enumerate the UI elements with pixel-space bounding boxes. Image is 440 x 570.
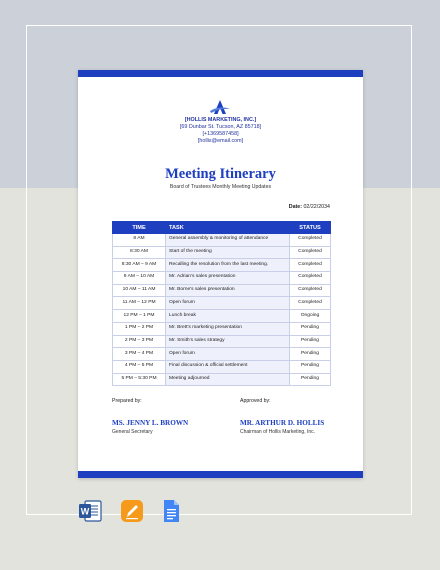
row-time: 8:30 AM – 9 AM [113, 259, 166, 272]
row-task: Mr. Borne's sales presentation [166, 284, 290, 297]
row-status: Pending [290, 373, 331, 386]
row-time: 3 PM – 4 PM [113, 348, 166, 361]
company-name: [HOLLIS MARKETING, INC.] [184, 117, 257, 123]
top-accent-band [78, 70, 363, 77]
table-row [113, 297, 331, 310]
row-task: Mr. Smith's sales strategy [166, 335, 290, 348]
header-status: STATUS [290, 222, 331, 234]
row-status: Completed [290, 234, 331, 247]
row-task: General assembly & monitoring of attendance [166, 234, 290, 247]
row-task: Lunch break [166, 310, 290, 323]
company-address: [69 Dunbar St. Tucson, AZ 85718] [179, 124, 262, 130]
row-status: Pending [290, 348, 331, 361]
company-email: [hollis@email.com] [197, 138, 244, 144]
row-time: 10 AM – 11 AM [113, 284, 166, 297]
approved-by-label: Approved by: [240, 398, 271, 404]
bottom-accent-band [78, 471, 363, 478]
row-status: Ongoing [290, 310, 331, 323]
company-phone: [+1369587458] [202, 131, 239, 137]
row-status: Completed [290, 259, 331, 272]
itinerary-table [112, 221, 331, 386]
table-row [113, 310, 331, 323]
approver-role: Chairman of Hollis Marketing, Inc. [240, 429, 316, 435]
header-time: TIME [113, 222, 166, 234]
prepared-by-label: Prepared by: [112, 398, 142, 404]
google-docs-icon[interactable] [159, 499, 183, 523]
document-subtitle: Board of Trustees Monthly Meeting Updates [169, 184, 272, 190]
table-row [113, 348, 331, 361]
row-task: Recalling the resolution from the last meeting. [166, 259, 290, 272]
row-status: Completed [290, 246, 331, 259]
table-row [113, 373, 331, 386]
row-task: Mr. Adrian's sales presentation [166, 272, 290, 285]
table-row [113, 259, 331, 272]
row-time: 9 AM – 10 AM [113, 272, 166, 285]
row-status: Pending [290, 360, 331, 373]
document-date [289, 204, 330, 210]
document-title: Meeting Itinerary [165, 166, 276, 182]
table-row [113, 360, 331, 373]
table-row [113, 234, 331, 247]
table-row [113, 322, 331, 335]
table-row [113, 335, 331, 348]
table-row [113, 284, 331, 297]
word-icon[interactable] [78, 499, 102, 523]
header-task: TASK [166, 222, 290, 234]
date-label: Date: [288, 204, 302, 210]
row-status: Completed [290, 272, 331, 285]
row-task: Final discussion & official settlement [166, 360, 290, 373]
table-row [113, 246, 331, 259]
svg-text:W: W [80, 506, 90, 517]
row-time: 8:30 AM [113, 246, 166, 259]
row-time: 4 PM – 5 PM [113, 360, 166, 373]
row-task: Open forum [166, 348, 290, 361]
row-task: Open forum [166, 297, 290, 310]
table-header-row [113, 222, 331, 234]
table-row [113, 272, 331, 285]
row-time: 12 PM – 1 PM [113, 310, 166, 323]
row-status: Pending [290, 322, 331, 335]
row-task: Mr. Brett's marketing presentation [166, 322, 290, 335]
preparer-role: General Secretary [112, 429, 153, 435]
date-value: 02/22/2034 [303, 204, 330, 210]
document-page [78, 70, 363, 478]
row-time: 2 PM – 3 PM [113, 335, 166, 348]
row-time: 11 AM – 12 PM [113, 297, 166, 310]
pages-icon[interactable] [120, 499, 144, 523]
row-task: Start of the meeting [166, 246, 290, 259]
preparer-name: MS. JENNY L. BROWN [112, 419, 189, 427]
approver-name: MR. ARTHUR D. HOLLIS [240, 419, 325, 427]
row-time: 5 PM – 5:30 PM [113, 373, 166, 386]
row-time: 1 PM – 2 PM [113, 322, 166, 335]
row-status: Pending [290, 335, 331, 348]
company-logo-icon [209, 99, 231, 117]
row-status: Completed [290, 284, 331, 297]
row-time: 8 AM [113, 234, 166, 247]
row-status: Completed [290, 297, 331, 310]
row-task: Meeting adjourned [166, 373, 290, 386]
